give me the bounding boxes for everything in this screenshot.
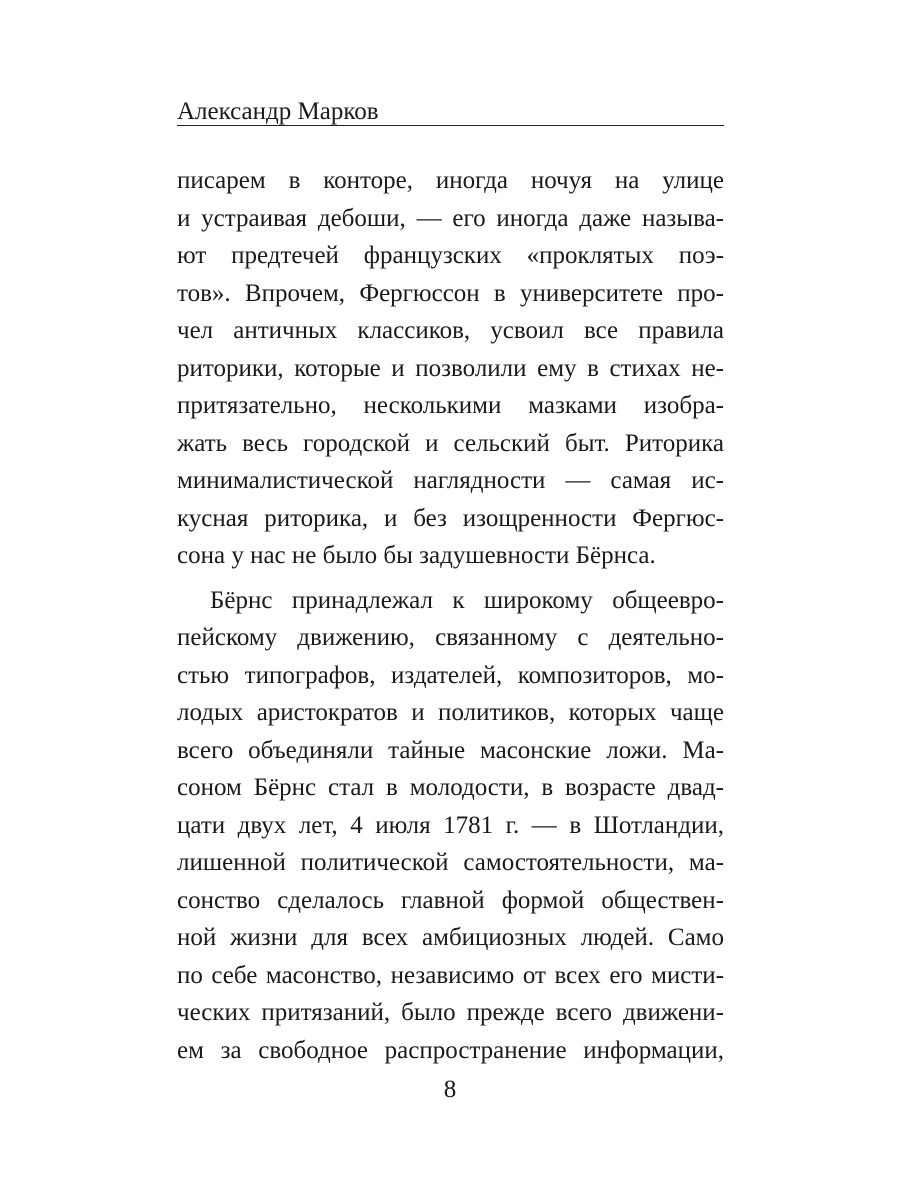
text-line: жать весь городской и сельский быт. Риторика (177, 429, 724, 457)
text-line: ной жизни для всех амбициозных людей. Само (177, 924, 724, 951)
text-line: сона у нас не было бы задушевности Бёрнса. (177, 542, 656, 569)
paragraph-1 (177, 162, 724, 575)
text-line: всего объединяли тайные масонские ложи. Ма- (177, 736, 724, 764)
text-line: ют предтечей французских «проклятых поэ- (177, 242, 724, 269)
text-line: чел античных классиков, усвоил все правила (177, 317, 724, 344)
running-head-author: Александр Марков (177, 98, 379, 125)
text-line: соном Бёрнс стал в молодости, в возрасте двад- (177, 774, 724, 801)
header-rule (177, 125, 724, 126)
text-line: ческих притязаний, было прежде всего движени- (177, 999, 724, 1026)
text-line: и устраивая дебоши, — его иногда даже называ- (177, 204, 724, 232)
text-line: цати двух лет, 4 июля 1781 г. — в Шотландии, (177, 811, 724, 839)
body-text (177, 162, 724, 1069)
paragraph-2 (177, 582, 724, 1070)
text-line: минималистической наглядности — самая ис- (177, 467, 724, 494)
text-line: Бёрнс принадлежал к широкому общеевро- (210, 586, 724, 614)
text-line: писарем в конторе, иногда ночуя на улице (177, 167, 724, 194)
page-header (177, 97, 724, 127)
text-line: пейскому движению, связанному с деятельно- (177, 624, 724, 651)
paragraph-gap (177, 575, 724, 582)
page-number: 8 (443, 1076, 457, 1103)
text-line: сонство сделалось главной формой обществен- (177, 886, 724, 914)
text-line: лишенной политической самостоятельности, ма- (177, 849, 724, 876)
text-line: притязательно, несколькими мазками изобра- (177, 392, 724, 419)
text-line: стью типографов, издателей, композиторов, мо- (177, 661, 724, 689)
text-line: лодых аристократов и политиков, которых чаще (177, 699, 724, 726)
text-line: кусная риторика, и без изощренности Фергюс- (177, 504, 724, 532)
text-line: риторики, которые и позволили ему в стихах не- (177, 354, 724, 382)
text-line: по себе масонство, независимо от всех его мисти- (177, 961, 724, 989)
text-line: ем за свободное распространение информации, (177, 1036, 724, 1064)
text-line: тов». Впрочем, Фергюссон в университете про- (177, 279, 724, 307)
